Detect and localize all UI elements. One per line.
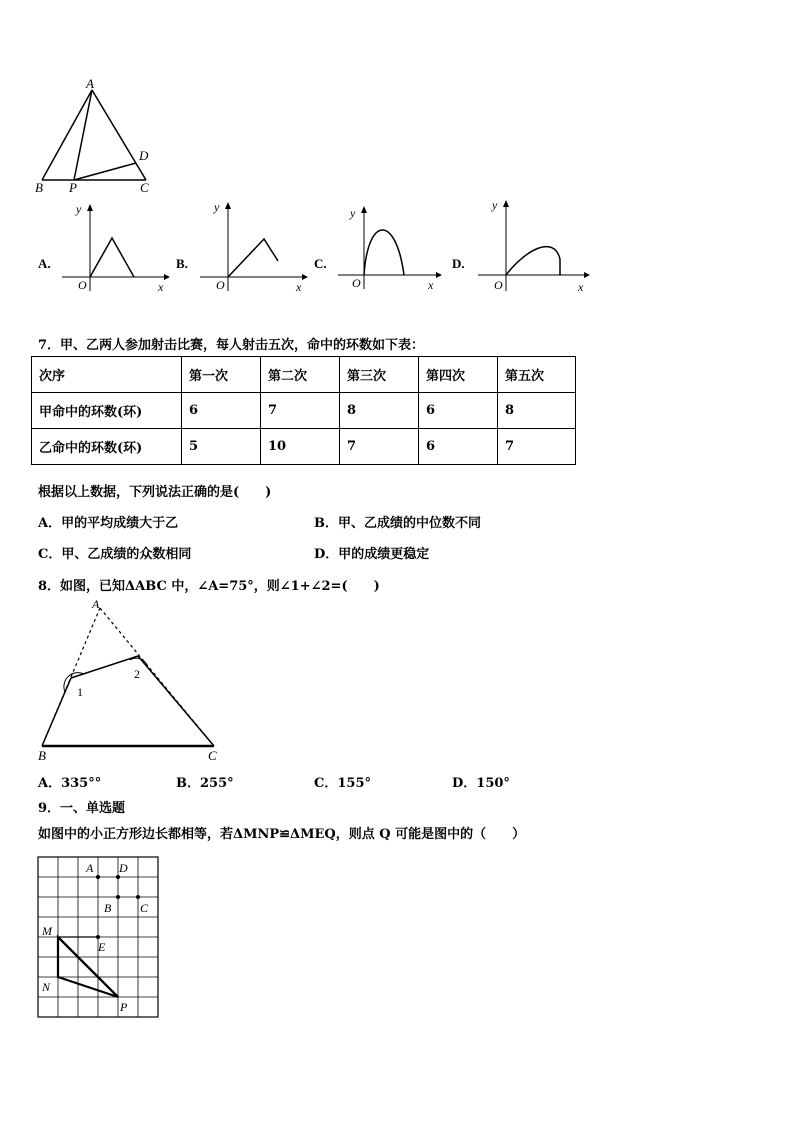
- angle-1-label: 1: [77, 685, 83, 699]
- table-cell: 乙命中的环数(环): [32, 429, 182, 465]
- svg-text:x: x: [428, 278, 434, 292]
- grid-label-C: C: [140, 901, 149, 915]
- q8-option-c[interactable]: C．155°: [314, 776, 371, 791]
- label-A: A: [92, 597, 100, 611]
- svg-text:y: y: [214, 201, 220, 214]
- grid-label-N: N: [42, 980, 51, 994]
- q8-stem: 8．如图，已知ΔABC 中，∠A=75°，则∠1+∠2=( ): [38, 579, 380, 594]
- triangle-figure-top: [30, 78, 160, 196]
- grid-label-B: B: [104, 901, 112, 915]
- q7-stem: 7．甲、乙两人参加射击比赛，每人射击五次，命中的环数如下表：: [38, 338, 425, 353]
- table-cell: 6: [182, 393, 261, 429]
- q7-question: 根据以上数据，下列说法正确的是( ): [38, 485, 272, 500]
- label-D: D: [139, 148, 149, 163]
- q9-grid-figure: [36, 855, 160, 1021]
- table-cell: 8: [498, 393, 576, 429]
- svg-text:O: O: [352, 276, 361, 290]
- q7-score-table: [31, 356, 576, 465]
- table-header-row: [32, 357, 576, 393]
- table-cell: 第四次: [419, 357, 498, 393]
- q7-option-b[interactable]: B．甲、乙成绩的中位数不同: [314, 516, 481, 531]
- graph-option-d[interactable]: [474, 199, 590, 295]
- table-row: [32, 429, 576, 465]
- q8-option-a[interactable]: A．335°°: [38, 776, 102, 791]
- grid-label-D: D: [119, 861, 128, 875]
- svg-text:O: O: [216, 278, 225, 292]
- table-cell: 7: [261, 393, 340, 429]
- q7-option-d[interactable]: D．甲的成绩更稳定: [314, 547, 430, 562]
- label-C: C: [208, 748, 217, 763]
- svg-text:O: O: [494, 278, 503, 292]
- graph-option-a[interactable]: [58, 203, 170, 295]
- graph-option-a-letter: A.: [38, 256, 51, 271]
- label-C: C: [140, 180, 149, 195]
- table-cell: 6: [419, 393, 498, 429]
- label-B: B: [38, 748, 46, 763]
- grid-label-M: M: [42, 924, 52, 938]
- svg-text:O: O: [78, 278, 87, 292]
- table-cell: 次序: [32, 357, 182, 393]
- graph-option-c-letter: C.: [314, 256, 327, 271]
- svg-text:x: x: [578, 280, 584, 294]
- graph-option-b[interactable]: [196, 201, 308, 295]
- table-cell: 6: [419, 429, 498, 465]
- svg-text:x: x: [296, 280, 302, 294]
- angle-2-label: 2: [134, 667, 140, 681]
- grid-label-P: P: [120, 1000, 128, 1014]
- table-cell: 7: [340, 429, 419, 465]
- q7-option-a[interactable]: A．甲的平均成绩大于乙: [38, 516, 179, 531]
- graph-option-c[interactable]: [334, 205, 442, 295]
- svg-text:y: y: [492, 199, 498, 212]
- q8-triangle-figure: [34, 596, 224, 766]
- table-cell: 第三次: [340, 357, 419, 393]
- table-cell: 甲命中的环数(环): [32, 393, 182, 429]
- table-row: [32, 393, 576, 429]
- q7-option-c[interactable]: C．甲、乙成绩的众数相同: [38, 547, 192, 562]
- svg-text:x: x: [158, 280, 164, 294]
- graph-option-b-letter: B.: [176, 256, 188, 271]
- table-cell: 第二次: [261, 357, 340, 393]
- label-P: P: [69, 180, 77, 195]
- grid-label-A: A: [86, 861, 94, 875]
- q9-stem: 如图中的小正方形边长都相等，若ΔMNP≌ΔMEQ，则点 Q 可能是图中的（ ）: [38, 827, 526, 842]
- table-cell: 第五次: [498, 357, 576, 393]
- svg-text:y: y: [350, 206, 356, 220]
- q9-heading: 9．一、单选题: [38, 801, 126, 816]
- table-cell: 7: [498, 429, 576, 465]
- table-cell: 第一次: [182, 357, 261, 393]
- table-cell: 8: [340, 393, 419, 429]
- q8-option-b[interactable]: B．255°: [176, 776, 234, 791]
- graph-option-d-letter: D.: [452, 256, 465, 271]
- grid-label-E: E: [98, 940, 106, 954]
- table-cell: 10: [261, 429, 340, 465]
- label-A: A: [86, 78, 94, 91]
- table-cell: 5: [182, 429, 261, 465]
- label-B: B: [35, 180, 43, 195]
- svg-text:y: y: [76, 203, 82, 216]
- q8-option-d[interactable]: D．150°: [452, 776, 510, 791]
